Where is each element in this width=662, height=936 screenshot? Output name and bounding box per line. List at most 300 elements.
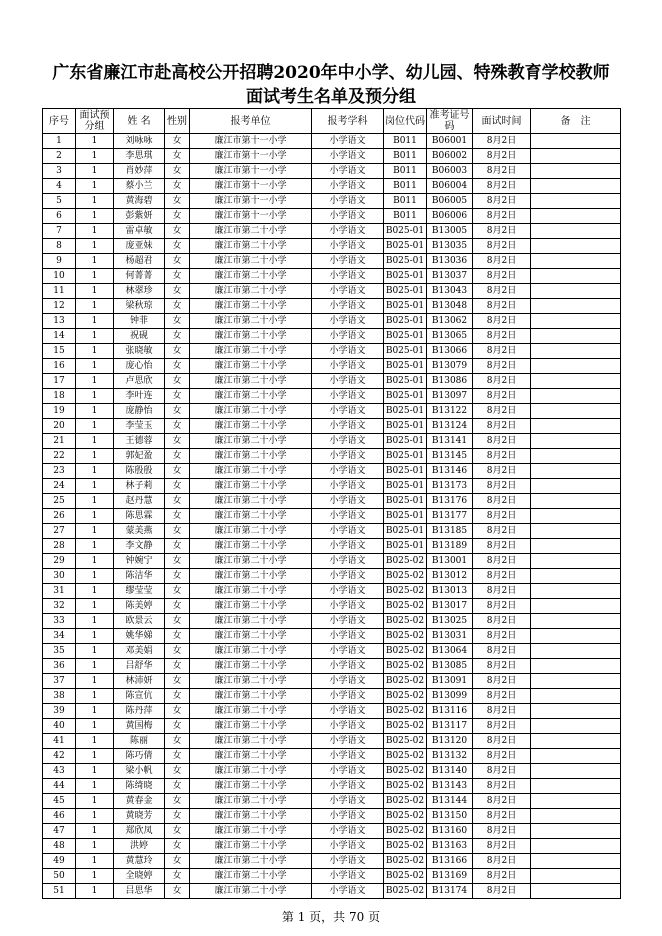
- cell-name: 欧景云: [114, 614, 165, 629]
- cell-school: 廉江市第二十小学: [190, 884, 312, 899]
- cell-group: 1: [76, 644, 114, 659]
- cell-name: 郭妃盈: [114, 449, 165, 464]
- cell-group: 1: [76, 224, 114, 239]
- cell-interview-date: 8月2日: [473, 494, 531, 509]
- cell-ticket-number: B13043: [427, 284, 473, 299]
- cell-group: 1: [76, 479, 114, 494]
- cell-group: 1: [76, 674, 114, 689]
- cell-gender: 女: [165, 404, 190, 419]
- cell-post-code: B025-02: [384, 584, 427, 599]
- cell-interview-date: 8月2日: [473, 644, 531, 659]
- cell-group: 1: [76, 464, 114, 479]
- cell-gender: 女: [165, 779, 190, 794]
- cell-interview-date: 8月2日: [473, 704, 531, 719]
- cell-post-code: B025-02: [384, 704, 427, 719]
- cell-subject: 小学语文: [312, 824, 384, 839]
- cell-group: 1: [76, 854, 114, 869]
- cell-name: 邓美娟: [114, 644, 165, 659]
- cell-index: 12: [43, 299, 76, 314]
- table-row: [43, 674, 621, 689]
- cell-interview-date: 8月2日: [473, 719, 531, 734]
- cell-gender: 女: [165, 764, 190, 779]
- cell-school: 廉江市第二十小学: [190, 809, 312, 824]
- cell-index: 40: [43, 719, 76, 734]
- cell-gender: 女: [165, 674, 190, 689]
- cell-gender: 女: [165, 749, 190, 764]
- cell-remarks: [531, 314, 621, 329]
- cell-ticket-number: B13160: [427, 824, 473, 839]
- cell-ticket-number: B13097: [427, 389, 473, 404]
- cell-post-code: B025-01: [384, 404, 427, 419]
- cell-school: 廉江市第二十小学: [190, 254, 312, 269]
- cell-post-code: B025-02: [384, 659, 427, 674]
- cell-name: 黄国梅: [114, 719, 165, 734]
- cell-subject: 小学语文: [312, 779, 384, 794]
- page-number: 第 1 页，共 70 页: [281, 910, 381, 924]
- cell-group: 1: [76, 584, 114, 599]
- cell-name: 黄慧玲: [114, 854, 165, 869]
- cell-subject: 小学语文: [312, 704, 384, 719]
- cell-subject: 小学语文: [312, 374, 384, 389]
- cell-post-code: B011: [384, 194, 427, 209]
- cell-school: 廉江市第十一小学: [190, 134, 312, 149]
- cell-index: 20: [43, 419, 76, 434]
- table-row: [43, 374, 621, 389]
- cell-interview-date: 8月2日: [473, 884, 531, 899]
- cell-interview-date: 8月2日: [473, 824, 531, 839]
- cell-name: 郑欣凤: [114, 824, 165, 839]
- cell-school: 廉江市第十一小学: [190, 179, 312, 194]
- cell-remarks: [531, 329, 621, 344]
- cell-school: 廉江市第二十小学: [190, 479, 312, 494]
- cell-index: 25: [43, 494, 76, 509]
- cell-ticket-number: B13185: [427, 524, 473, 539]
- cell-remarks: [531, 659, 621, 674]
- cell-school: 廉江市第二十小学: [190, 419, 312, 434]
- document-title: 广东省廉江市赴高校公开招聘2020年中小学、幼儿园、特殊教育学校教师: [52, 63, 610, 83]
- cell-post-code: B025-02: [384, 779, 427, 794]
- cell-subject: 小学语文: [312, 494, 384, 509]
- cell-post-code: B025-01: [384, 374, 427, 389]
- cell-index: 2: [43, 149, 76, 164]
- cell-group: 1: [76, 299, 114, 314]
- cell-gender: 女: [165, 254, 190, 269]
- table-row: [43, 659, 621, 674]
- cell-index: 24: [43, 479, 76, 494]
- cell-ticket-number: B13037: [427, 269, 473, 284]
- cell-subject: 小学语文: [312, 629, 384, 644]
- cell-ticket-number: B13017: [427, 599, 473, 614]
- cell-remarks: [531, 494, 621, 509]
- cell-ticket-number: B13163: [427, 839, 473, 854]
- cell-post-code: B025-02: [384, 569, 427, 584]
- cell-post-code: B025-02: [384, 884, 427, 899]
- cell-gender: 女: [165, 179, 190, 194]
- cell-ticket-number: B13124: [427, 419, 473, 434]
- cell-group: 1: [76, 794, 114, 809]
- cell-subject: 小学语文: [312, 209, 384, 224]
- cell-index: 42: [43, 749, 76, 764]
- cell-index: 49: [43, 854, 76, 869]
- cell-interview-date: 8月2日: [473, 359, 531, 374]
- table-row: [43, 584, 621, 599]
- cell-group: 1: [76, 614, 114, 629]
- cell-post-code: B025-02: [384, 809, 427, 824]
- cell-subject: 小学语文: [312, 194, 384, 209]
- cell-ticket-number: B13035: [427, 239, 473, 254]
- cell-post-code: B025-01: [384, 389, 427, 404]
- cell-group: 1: [76, 779, 114, 794]
- cell-interview-date: 8月2日: [473, 569, 531, 584]
- cell-name: 陈丽: [114, 734, 165, 749]
- table-row: [43, 854, 621, 869]
- cell-interview-date: 8月2日: [473, 239, 531, 254]
- cell-school: 廉江市第二十小学: [190, 719, 312, 734]
- cell-subject: 小学语文: [312, 344, 384, 359]
- cell-post-code: B011: [384, 209, 427, 224]
- table-row: [43, 764, 621, 779]
- cell-subject: 小学语文: [312, 599, 384, 614]
- cell-index: 9: [43, 254, 76, 269]
- cell-interview-date: 8月2日: [473, 614, 531, 629]
- cell-group: 1: [76, 524, 114, 539]
- col-header-post-code: 岗位代码: [384, 109, 427, 134]
- cell-gender: 女: [165, 569, 190, 584]
- table-row: [43, 239, 621, 254]
- cell-ticket-number: B13189: [427, 539, 473, 554]
- cell-remarks: [531, 689, 621, 704]
- cell-interview-date: 8月2日: [473, 479, 531, 494]
- cell-name: 陈美婷: [114, 599, 165, 614]
- cell-ticket-number: B13064: [427, 644, 473, 659]
- cell-interview-date: 8月2日: [473, 794, 531, 809]
- cell-remarks: [531, 299, 621, 314]
- cell-group: 1: [76, 689, 114, 704]
- cell-interview-date: 8月2日: [473, 749, 531, 764]
- cell-gender: 女: [165, 299, 190, 314]
- cell-subject: 小学语文: [312, 254, 384, 269]
- cell-gender: 女: [165, 854, 190, 869]
- cell-school: 廉江市第二十小学: [190, 374, 312, 389]
- cell-subject: 小学语文: [312, 149, 384, 164]
- cell-index: 30: [43, 569, 76, 584]
- cell-interview-date: 8月2日: [473, 329, 531, 344]
- cell-interview-date: 8月2日: [473, 674, 531, 689]
- cell-ticket-number: B13132: [427, 749, 473, 764]
- table-row: [43, 794, 621, 809]
- col-header-subject: 报考学科: [312, 109, 384, 134]
- cell-post-code: B011: [384, 149, 427, 164]
- table-row: [43, 224, 621, 239]
- cell-subject: 小学语文: [312, 164, 384, 179]
- cell-gender: 女: [165, 164, 190, 179]
- cell-subject: 小学语文: [312, 734, 384, 749]
- cell-post-code: B025-01: [384, 254, 427, 269]
- cell-ticket-number: B13066: [427, 344, 473, 359]
- cell-name: 陈巧倩: [114, 749, 165, 764]
- cell-index: 13: [43, 314, 76, 329]
- cell-subject: 小学语文: [312, 419, 384, 434]
- cell-post-code: B025-02: [384, 824, 427, 839]
- cell-index: 51: [43, 884, 76, 899]
- table-row: [43, 704, 621, 719]
- cell-gender: 女: [165, 539, 190, 554]
- cell-interview-date: 8月2日: [473, 839, 531, 854]
- cell-group: 1: [76, 239, 114, 254]
- cell-remarks: [531, 419, 621, 434]
- cell-group: 1: [76, 329, 114, 344]
- cell-index: 27: [43, 524, 76, 539]
- cell-gender: 女: [165, 629, 190, 644]
- cell-remarks: [531, 179, 621, 194]
- cell-remarks: [531, 539, 621, 554]
- cell-remarks: [531, 599, 621, 614]
- cell-gender: 女: [165, 194, 190, 209]
- cell-interview-date: 8月2日: [473, 149, 531, 164]
- cell-group: 1: [76, 449, 114, 464]
- cell-remarks: [531, 209, 621, 224]
- cell-ticket-number: B13012: [427, 569, 473, 584]
- cell-group: 1: [76, 254, 114, 269]
- cell-name: 梁小帆: [114, 764, 165, 779]
- cell-school: 廉江市第二十小学: [190, 599, 312, 614]
- cell-name: 李文静: [114, 539, 165, 554]
- cell-remarks: [531, 389, 621, 404]
- cell-subject: 小学语文: [312, 299, 384, 314]
- table-row: [43, 344, 621, 359]
- cell-name: 王德蓉: [114, 434, 165, 449]
- cell-school: 廉江市第二十小学: [190, 584, 312, 599]
- cell-school: 廉江市第二十小学: [190, 524, 312, 539]
- cell-post-code: B025-01: [384, 359, 427, 374]
- cell-index: 1: [43, 134, 76, 149]
- cell-interview-date: 8月2日: [473, 434, 531, 449]
- cell-ticket-number: B13048: [427, 299, 473, 314]
- cell-name: 黄晓芳: [114, 809, 165, 824]
- cell-post-code: B025-01: [384, 314, 427, 329]
- table-row: [43, 839, 621, 854]
- cell-gender: 女: [165, 419, 190, 434]
- cell-index: 4: [43, 179, 76, 194]
- cell-gender: 女: [165, 359, 190, 374]
- cell-group: 1: [76, 404, 114, 419]
- cell-index: 34: [43, 629, 76, 644]
- cell-group: 1: [76, 209, 114, 224]
- cell-subject: 小学语文: [312, 359, 384, 374]
- col-header-interview-date: 面试时间: [473, 109, 531, 134]
- cell-interview-date: 8月2日: [473, 374, 531, 389]
- cell-ticket-number: B13140: [427, 764, 473, 779]
- cell-name: 庞心怡: [114, 359, 165, 374]
- cell-index: 44: [43, 779, 76, 794]
- table-row: [43, 209, 621, 224]
- cell-post-code: B025-01: [384, 344, 427, 359]
- cell-interview-date: 8月2日: [473, 734, 531, 749]
- cell-school: 廉江市第二十小学: [190, 359, 312, 374]
- cell-gender: 女: [165, 494, 190, 509]
- cell-name: 彭紫妍: [114, 209, 165, 224]
- cell-interview-date: 8月2日: [473, 419, 531, 434]
- table-row: [43, 824, 621, 839]
- cell-interview-date: 8月2日: [473, 599, 531, 614]
- cell-subject: 小学语文: [312, 554, 384, 569]
- cell-gender: 女: [165, 644, 190, 659]
- cell-group: 1: [76, 179, 114, 194]
- cell-post-code: B025-01: [384, 329, 427, 344]
- cell-subject: 小学语文: [312, 659, 384, 674]
- table-row: [43, 434, 621, 449]
- cell-name: 梁秋琼: [114, 299, 165, 314]
- col-header-name: 姓 名: [114, 109, 165, 134]
- table-row: [43, 449, 621, 464]
- cell-gender: 女: [165, 449, 190, 464]
- cell-post-code: B025-02: [384, 869, 427, 884]
- table-row: [43, 614, 621, 629]
- cell-group: 1: [76, 194, 114, 209]
- table-row: [43, 134, 621, 149]
- cell-group: 1: [76, 374, 114, 389]
- cell-index: 19: [43, 404, 76, 419]
- cell-interview-date: 8月2日: [473, 299, 531, 314]
- cell-index: 23: [43, 464, 76, 479]
- cell-subject: 小学语文: [312, 329, 384, 344]
- cell-gender: 女: [165, 869, 190, 884]
- cell-name: 姚华娣: [114, 629, 165, 644]
- cell-index: 22: [43, 449, 76, 464]
- cell-school: 廉江市第二十小学: [190, 779, 312, 794]
- cell-post-code: B025-01: [384, 239, 427, 254]
- cell-remarks: [531, 674, 621, 689]
- cell-ticket-number: B06002: [427, 149, 473, 164]
- table-row: [43, 644, 621, 659]
- cell-interview-date: 8月2日: [473, 524, 531, 539]
- cell-school: 廉江市第二十小学: [190, 509, 312, 524]
- cell-remarks: [531, 854, 621, 869]
- cell-group: 1: [76, 494, 114, 509]
- cell-interview-date: 8月2日: [473, 779, 531, 794]
- cell-ticket-number: B13122: [427, 404, 473, 419]
- cell-name: 黄海碧: [114, 194, 165, 209]
- cell-school: 廉江市第二十小学: [190, 299, 312, 314]
- cell-remarks: [531, 584, 621, 599]
- cell-ticket-number: B13085: [427, 659, 473, 674]
- cell-index: 41: [43, 734, 76, 749]
- cell-gender: 女: [165, 794, 190, 809]
- cell-subject: 小学语文: [312, 314, 384, 329]
- cell-post-code: B025-01: [384, 524, 427, 539]
- cell-gender: 女: [165, 284, 190, 299]
- cell-subject: 小学语文: [312, 509, 384, 524]
- cell-gender: 女: [165, 434, 190, 449]
- cell-ticket-number: B13145: [427, 449, 473, 464]
- candidate-table: [42, 108, 621, 899]
- cell-school: 廉江市第二十小学: [190, 764, 312, 779]
- col-header-school: 报考单位: [190, 109, 312, 134]
- table-row: [43, 749, 621, 764]
- cell-remarks: [531, 404, 621, 419]
- cell-remarks: [531, 164, 621, 179]
- cell-name: 钟菲: [114, 314, 165, 329]
- col-header-index: 序号: [43, 109, 76, 134]
- cell-subject: 小学语文: [312, 269, 384, 284]
- cell-school: 廉江市第二十小学: [190, 539, 312, 554]
- cell-remarks: [531, 269, 621, 284]
- cell-index: 3: [43, 164, 76, 179]
- cell-remarks: [531, 569, 621, 584]
- cell-school: 廉江市第二十小学: [190, 344, 312, 359]
- cell-school: 廉江市第二十小学: [190, 329, 312, 344]
- cell-remarks: [531, 149, 621, 164]
- cell-gender: 女: [165, 584, 190, 599]
- cell-name: 李莹玉: [114, 419, 165, 434]
- cell-index: 37: [43, 674, 76, 689]
- cell-post-code: B025-01: [384, 284, 427, 299]
- table-row: [43, 539, 621, 554]
- table-row: [43, 389, 621, 404]
- cell-name: 李叶连: [114, 389, 165, 404]
- cell-subject: 小学语文: [312, 809, 384, 824]
- col-header-group: 面试预分组: [76, 109, 114, 134]
- cell-ticket-number: B13144: [427, 794, 473, 809]
- cell-gender: 女: [165, 149, 190, 164]
- cell-name: 庞亚妹: [114, 239, 165, 254]
- cell-gender: 女: [165, 314, 190, 329]
- cell-ticket-number: B06006: [427, 209, 473, 224]
- cell-ticket-number: B13005: [427, 224, 473, 239]
- cell-post-code: B025-01: [384, 224, 427, 239]
- cell-subject: 小学语文: [312, 434, 384, 449]
- cell-post-code: B025-02: [384, 599, 427, 614]
- cell-name: 蒙美燕: [114, 524, 165, 539]
- cell-name: 张晓敏: [114, 344, 165, 359]
- cell-index: 26: [43, 509, 76, 524]
- cell-school: 廉江市第二十小学: [190, 644, 312, 659]
- cell-subject: 小学语文: [312, 464, 384, 479]
- cell-ticket-number: B13146: [427, 464, 473, 479]
- cell-subject: 小学语文: [312, 134, 384, 149]
- cell-gender: 女: [165, 464, 190, 479]
- cell-name: 陈绮晓: [114, 779, 165, 794]
- cell-index: 48: [43, 839, 76, 854]
- cell-interview-date: 8月2日: [473, 179, 531, 194]
- cell-remarks: [531, 809, 621, 824]
- table-row: [43, 164, 621, 179]
- cell-school: 廉江市第二十小学: [190, 224, 312, 239]
- cell-index: 5: [43, 194, 76, 209]
- cell-gender: 女: [165, 839, 190, 854]
- cell-school: 廉江市第二十小学: [190, 239, 312, 254]
- cell-post-code: B011: [384, 179, 427, 194]
- cell-interview-date: 8月2日: [473, 254, 531, 269]
- cell-ticket-number: B13141: [427, 434, 473, 449]
- cell-index: 28: [43, 539, 76, 554]
- cell-remarks: [531, 284, 621, 299]
- cell-index: 31: [43, 584, 76, 599]
- cell-subject: 小学语文: [312, 854, 384, 869]
- cell-ticket-number: B13031: [427, 629, 473, 644]
- cell-ticket-number: B13116: [427, 704, 473, 719]
- cell-index: 21: [43, 434, 76, 449]
- table-row: [43, 779, 621, 794]
- table-row: [43, 404, 621, 419]
- table-header-row: [43, 109, 621, 134]
- cell-group: 1: [76, 134, 114, 149]
- table-row: [43, 419, 621, 434]
- cell-index: 36: [43, 659, 76, 674]
- cell-gender: 女: [165, 509, 190, 524]
- cell-interview-date: 8月2日: [473, 314, 531, 329]
- cell-group: 1: [76, 539, 114, 554]
